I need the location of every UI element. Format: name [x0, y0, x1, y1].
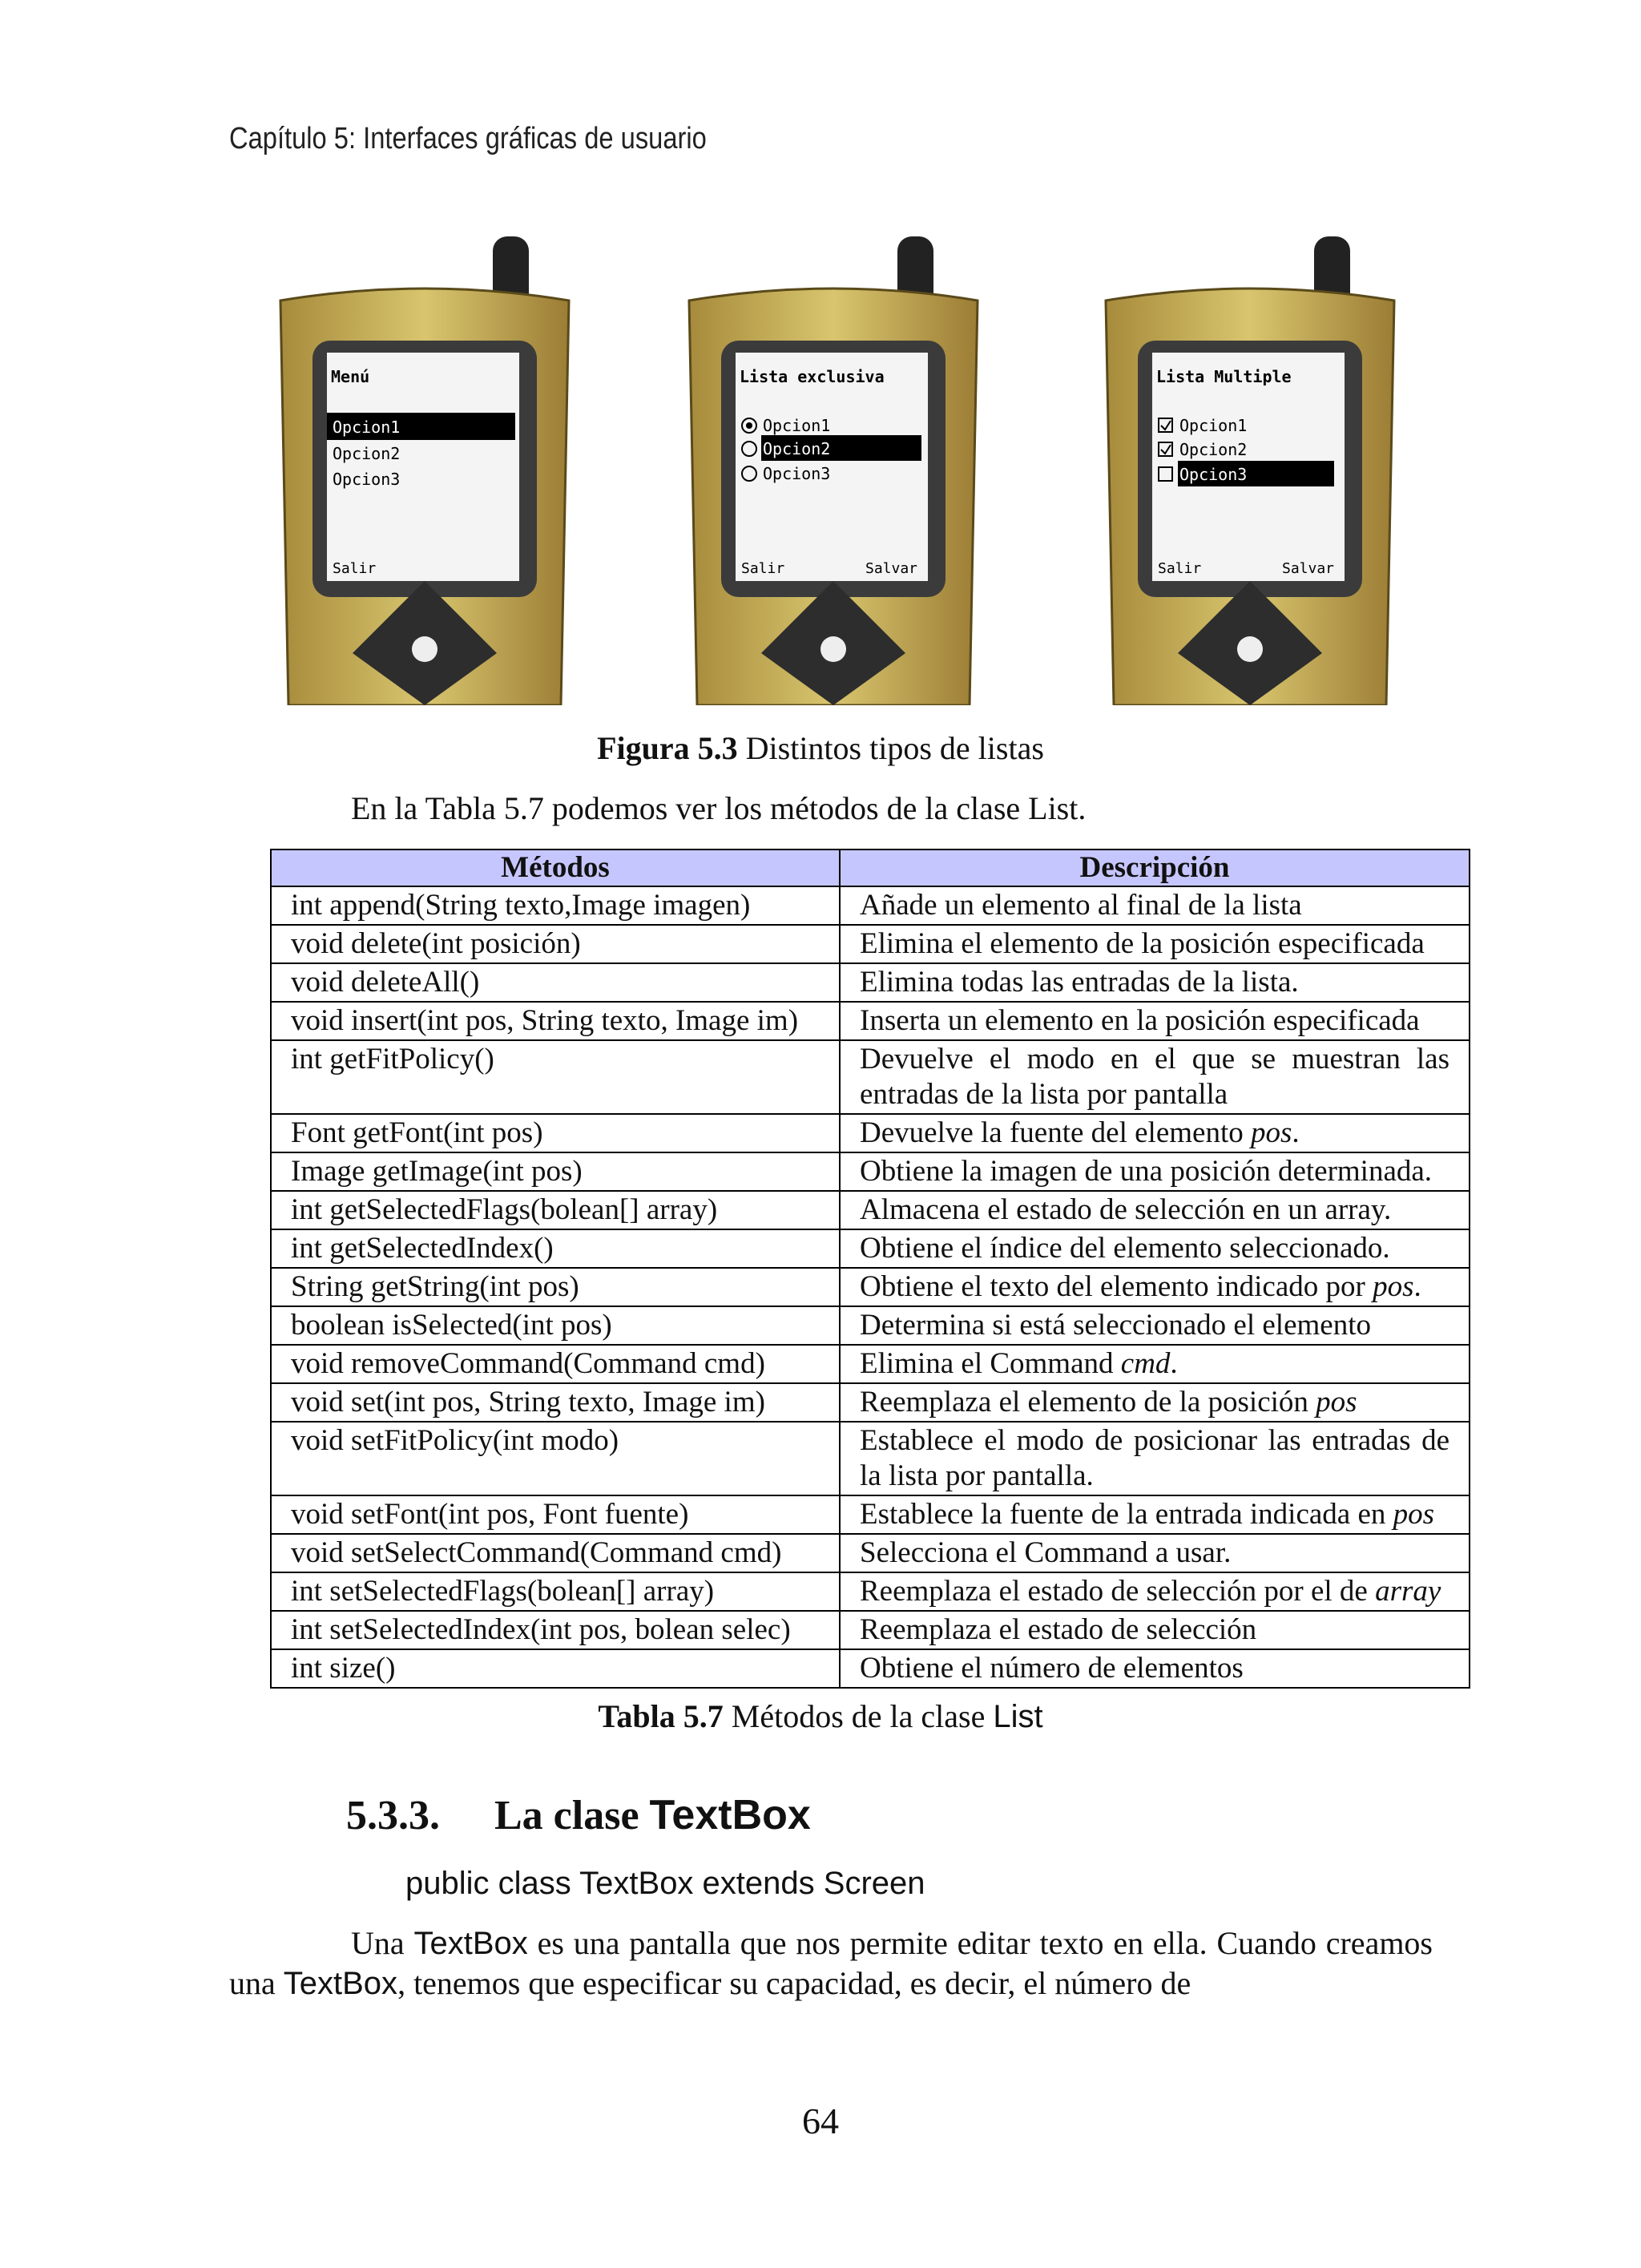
method-cell: int getSelectedIndex()	[271, 1229, 840, 1268]
section-heading	[346, 1791, 811, 1839]
table-caption-label: Tabla 5.7	[598, 1698, 724, 1734]
method-cell: int size()	[271, 1649, 840, 1688]
description-cell: Elimina el elemento de la posición especificada	[840, 925, 1470, 963]
method-cell: int setSelectedIndex(int pos, bolean selec)	[271, 1611, 840, 1649]
table-row	[271, 1572, 1470, 1611]
method-cell: void insert(int pos, String texto, Image im)	[271, 1002, 840, 1040]
phone-menu-image	[256, 236, 593, 705]
description-cell: Obtiene el número de elementos	[840, 1649, 1470, 1688]
figure-caption-label: Figura 5.3	[597, 730, 738, 766]
table-row	[271, 1383, 1470, 1422]
section-title-prefix: La clase	[494, 1793, 650, 1838]
table-caption	[0, 1697, 1641, 1735]
table-caption-text: Métodos de la clase	[723, 1698, 994, 1734]
figure-phones	[256, 236, 1418, 705]
table-row	[271, 1229, 1470, 1268]
section-title-class: TextBox	[649, 1792, 811, 1838]
phone-exclusive-image	[665, 236, 1002, 705]
description-cell: Obtiene la imagen de una posición determinada.	[840, 1152, 1470, 1191]
description-cell: Establece la fuente de la entrada indicada en pos	[840, 1495, 1470, 1534]
method-cell: boolean isSelected(int pos)	[271, 1306, 840, 1345]
body-text: Una	[351, 1925, 414, 1961]
description-cell: Almacena el estado de selección en un array.	[840, 1191, 1470, 1229]
phone2-item2: Opcion2	[763, 439, 831, 458]
phone1-item3: Opcion3	[333, 470, 401, 489]
phone2-item3: Opcion3	[763, 464, 831, 483]
phone1-title: Menú	[331, 367, 370, 386]
description-cell: Obtiene el texto del elemento indicado por pos.	[840, 1268, 1470, 1306]
description-cell: Elimina todas las entradas de la lista.	[840, 963, 1470, 1002]
table-row	[271, 1040, 1470, 1114]
phone1-item2: Opcion2	[333, 444, 401, 463]
description-cell: Devuelve la fuente del elemento pos.	[840, 1114, 1470, 1152]
table-row	[271, 1114, 1470, 1152]
table-header-methods: Métodos	[271, 849, 840, 886]
method-cell: void removeCommand(Command cmd)	[271, 1345, 840, 1383]
table-row	[271, 1422, 1470, 1495]
method-cell: int getSelectedFlags(bolean[] array)	[271, 1191, 840, 1229]
class-declaration: public class TextBox extends Screen	[405, 1866, 925, 1901]
table-row	[271, 1345, 1470, 1383]
method-cell: Font getFont(int pos)	[271, 1114, 840, 1152]
phone1-item1: Opcion1	[333, 418, 401, 437]
body-paragraph	[229, 1923, 1433, 2004]
description-cell: Reemplaza el elemento de la posición pos	[840, 1383, 1470, 1422]
phone2-softkey-right: Salvar	[865, 560, 918, 577]
description-cell: Elimina el Command cmd.	[840, 1345, 1470, 1383]
phone3-softkey-right: Salvar	[1282, 560, 1335, 577]
description-cell: Devuelve el modo en el que se muestran las entradas de la lista por pantalla	[840, 1040, 1470, 1114]
description-cell: Selecciona el Command a usar.	[840, 1534, 1470, 1572]
description-cell: Añade un elemento al final de la lista	[840, 886, 1470, 925]
table-header-description: Descripción	[840, 849, 1470, 886]
description-cell: Obtiene el índice del elemento seleccionado.	[840, 1229, 1470, 1268]
method-cell: Image getImage(int pos)	[271, 1152, 840, 1191]
table-row	[271, 1306, 1470, 1345]
intro-paragraph: En la Tabla 5.7 podemos ver los métodos de la clase List.	[351, 790, 1087, 826]
table-row	[271, 1649, 1470, 1688]
body-class-name: TextBox	[283, 1966, 398, 2001]
phone1-softkey-left: Salir	[333, 560, 377, 577]
running-header: Capítulo 5: Interfaces gráficas de usuario	[229, 122, 707, 155]
method-cell: int setSelectedFlags(bolean[] array)	[271, 1572, 840, 1611]
description-cell: Establece el modo de posicionar las entradas de la lista por pantalla.	[840, 1422, 1470, 1495]
phone2-title: Lista exclusiva	[740, 367, 885, 386]
description-cell: Determina si está seleccionado el elemento	[840, 1306, 1470, 1345]
body-text: , tenemos que especificar su capacidad, es decir, el número de	[397, 1965, 1191, 2001]
phone3-title: Lista Multiple	[1156, 367, 1292, 386]
section-number: 5.3.3.	[346, 1793, 440, 1838]
figure-caption	[0, 729, 1641, 767]
body-text: es una pantalla que nos permite editar texto en ella. Cuando creamos una	[229, 1925, 1433, 2001]
method-cell: void set(int pos, String texto, Image im)	[271, 1383, 840, 1422]
phone2-item1: Opcion1	[763, 416, 831, 435]
table-header-row	[271, 849, 1470, 886]
method-cell: String getString(int pos)	[271, 1268, 840, 1306]
phone2-softkey-left: Salir	[741, 560, 785, 577]
figure-caption-text: Distintos tipos de listas	[737, 730, 1044, 766]
description-cell: Reemplaza el estado de selección	[840, 1611, 1470, 1649]
body-class-name: TextBox	[413, 1926, 528, 1961]
phone-multiple-image	[1082, 236, 1418, 705]
description-cell: Reemplaza el estado de selección por el de array	[840, 1572, 1470, 1611]
phone3-item3: Opcion3	[1179, 465, 1248, 484]
method-cell: void deleteAll()	[271, 963, 840, 1002]
table-row	[271, 1611, 1470, 1649]
method-cell: void setFont(int pos, Font fuente)	[271, 1495, 840, 1534]
table-row	[271, 1495, 1470, 1534]
method-cell: int getFitPolicy()	[271, 1040, 840, 1114]
phone3-softkey-left: Salir	[1158, 560, 1202, 577]
table-caption-class: List	[993, 1699, 1043, 1734]
table-row	[271, 963, 1470, 1002]
method-cell: void delete(int posición)	[271, 925, 840, 963]
phone3-item1: Opcion1	[1179, 416, 1248, 435]
table-row	[271, 1152, 1470, 1191]
table-row	[271, 925, 1470, 963]
phone3-item2: Opcion2	[1179, 440, 1248, 459]
method-cell: void setFitPolicy(int modo)	[271, 1422, 840, 1495]
method-cell: void setSelectCommand(Command cmd)	[271, 1534, 840, 1572]
table-row	[271, 1002, 1470, 1040]
description-cell: Inserta un elemento en la posición especificada	[840, 1002, 1470, 1040]
method-cell: int append(String texto,Image imagen)	[271, 886, 840, 925]
table-row	[271, 1268, 1470, 1306]
methods-table	[270, 849, 1470, 1689]
table-row	[271, 1191, 1470, 1229]
table-row	[271, 886, 1470, 925]
table-row	[271, 1534, 1470, 1572]
page-number: 64	[802, 2101, 839, 2141]
